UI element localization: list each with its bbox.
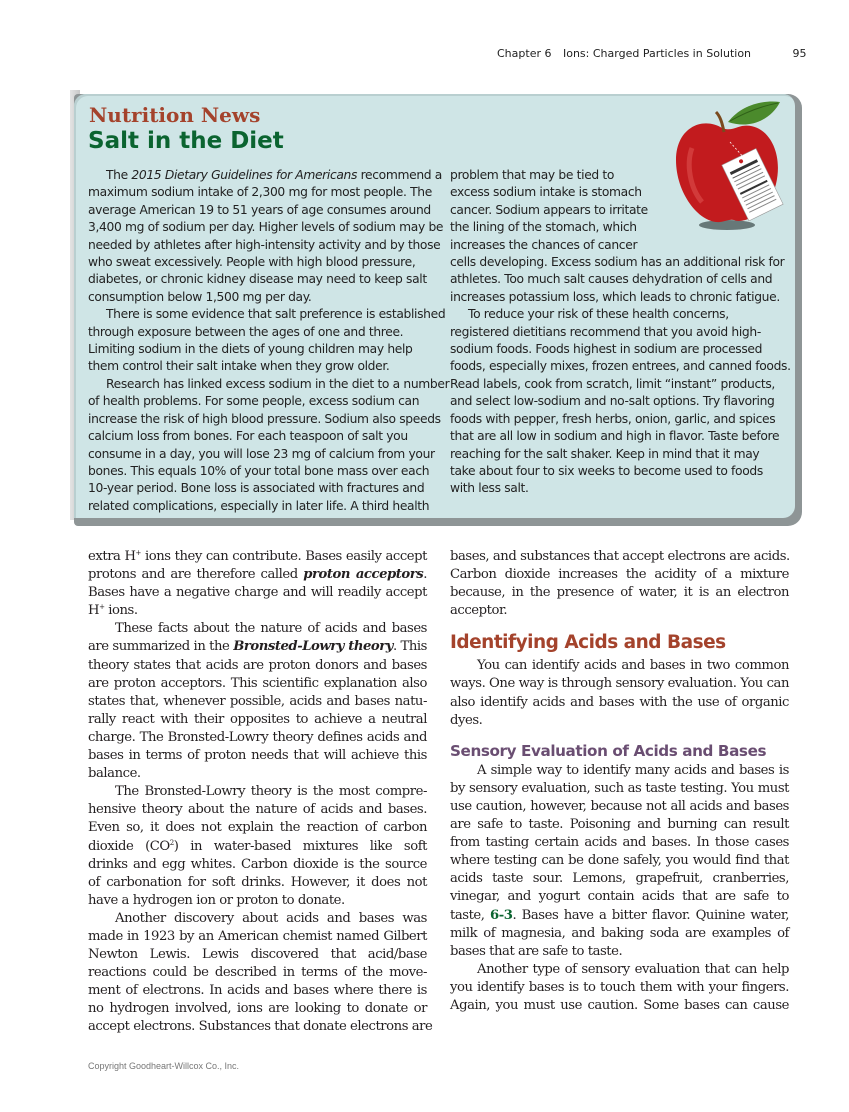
sidebar-line: take about four to six weeks to become used to foods [450, 463, 763, 478]
body-line: are summarized in the Bronsted-Lowry theory. This [88, 639, 427, 655]
sidebar-line: There is some evidence that salt preference is established [106, 307, 446, 322]
body-line: A simple way to identify many acids and bases is [477, 762, 789, 778]
chapter-label: Chapter 6 [497, 47, 552, 60]
body-line: protons and are therefore called proton acceptors. [88, 567, 427, 583]
sidebar-line: maximum sodium intake of 2,300 mg for most people. The [88, 185, 432, 200]
sidebar-line: that are all low in sodium and high in flavor. Taste before [450, 429, 780, 444]
body-line: Even so, it does not explain the reaction of carbon [88, 820, 427, 836]
body-line: states that, whenever possible, acids and bases natu- [88, 693, 427, 709]
sidebar-title: Salt in the Diet [88, 128, 284, 154]
body-line: vinegar, and yogurt contain acids that are safe to [450, 889, 789, 905]
body-column-right [450, 548, 789, 1015]
body-line: hensive theory about the nature of acids and bases. [88, 802, 427, 818]
sidebar-line: problem that may be tied to [450, 168, 615, 182]
body-line: Carbon dioxide increases the acidity of a mixture [450, 567, 789, 583]
sidebar-line: them control their salt intake when they grow older. [88, 359, 390, 374]
body-line: bases, and substances that accept electrons are acids. [450, 549, 790, 564]
body-line: because, in the presence of water, it is an electron [450, 585, 789, 601]
sidebar-line: foods, especially mixes, frozen entrees, and canned foods. [450, 359, 791, 374]
sidebar-line: and select low-sodium and no-salt options. Try flavoring [450, 394, 775, 409]
body-line: The Bronsted-Lowry theory is the most compre- [115, 784, 427, 800]
chapter-title: Ions: Charged Particles in Solution [562, 47, 752, 60]
body-line: ways. One way is through sensory evaluation. You can [450, 676, 789, 692]
body-line: made in 1923 by an American chemist named Gilbert [88, 928, 427, 944]
body-line: H+ ions. [88, 603, 138, 619]
section-heading-identifying: Identifying Acids and Bases [450, 632, 726, 654]
sidebar-line: who sweat excessively. People with high blood pressure, [88, 255, 416, 270]
body-line: theory states that acids are proton donors and bases [88, 657, 427, 673]
sidebar-line: excess sodium intake is stomach [450, 185, 642, 200]
sidebar-line: related complications, especially in later life. A third health [88, 498, 430, 513]
sidebar-line: through exposure between the ages of one and three. [88, 324, 404, 339]
body-line: use caution, however, because not all acids and bases [450, 798, 789, 814]
sidebar-column-right [450, 167, 790, 498]
key-term: Bronsted-Lowry theory [233, 639, 393, 655]
sidebar-line: the lining of the stomach, which [450, 220, 637, 235]
sidebar-line: cells developing. Excess sodium has an additional risk for [450, 255, 785, 270]
body-line: no hydrogen involved, ions are looking to donate or [88, 1001, 427, 1017]
body-line: Another discovery about acids and bases was [115, 910, 427, 926]
body-line: You can identify acids and bases in two common [477, 658, 789, 674]
sidebar-line: calcium loss from bones. For each teaspoon of salt you [88, 429, 408, 444]
body-line: are safe to taste. Poisoning and burning can result [450, 817, 789, 833]
sidebar-line: To reduce your risk of these health concerns, [468, 307, 729, 322]
body-line: extra H+ ions they can contribute. Bases easily accept [88, 549, 427, 564]
page-number: 95 [792, 47, 807, 60]
body-line: Newton Lewis. Lewis discovered that acid/base [88, 947, 427, 963]
sidebar-column-left [88, 167, 450, 515]
body-line: accept electrons. Substances that donate electrons are [88, 1019, 433, 1035]
sidebar-line: increases potassium loss, which leads to chronic fatigue. [450, 289, 780, 304]
body-line: also identify acids and bases with the use of organic [450, 694, 789, 710]
sidebar-line: The 2015 Dietary Guidelines for Americans recommend a [106, 168, 442, 182]
body-line: have a hydrogen ion or proton to donate. [88, 892, 345, 908]
body-line: where testing can be done safely, you would find that [450, 853, 789, 869]
body-line: rally react with their opposites to achieve a neutral [88, 711, 427, 727]
body-line: taste, 6-3. Bases have a bitter flavor. Quinine water, [450, 907, 789, 923]
sidebar-line: Research has linked excess sodium in the diet to a number [106, 376, 450, 391]
sidebar-line: 3,400 mg of sodium per day. Higher levels of sodium may be [88, 220, 444, 235]
figure-reference-link[interactable]: 6-3 [489, 907, 513, 923]
sidebar-line: Limiting sodium in the diets of young children may help [88, 342, 413, 357]
sidebar-line: consumption below 1,500 mg per day. [88, 289, 312, 304]
sidebar-line: increase the risk of high blood pressure. Sodium also speeds [88, 411, 441, 426]
copyright-footer: Copyright Goodheart-Willcox Co., Inc. [88, 1061, 240, 1071]
body-line: of carbonation for soft drinks. However, it does not [88, 874, 427, 890]
key-term: proton acceptors [303, 567, 424, 583]
body-column-left [88, 548, 433, 1037]
sidebar-line: Read labels, cook from scratch, limit “instant” products, [450, 376, 775, 391]
sidebar-line: 10-year period. Bone loss is associated with fractures and [88, 481, 425, 496]
body-line: Bases have a negative charge and will readily accept [88, 585, 427, 601]
sidebar-line: with less salt. [450, 481, 529, 496]
body-line: dioxide $(CO^2)$ in water-based mixtures like soft [88, 838, 427, 854]
sidebar-line: increases the chances of cancer [450, 237, 638, 252]
body-line: charge. The Bronsted-Lowry theory defines acids and [88, 729, 427, 745]
body-line: are proton acceptors. This scientific explanation also [88, 675, 427, 691]
body-line: bases in terms of proton needs that will achieve this [88, 748, 427, 764]
sidebar-line: foods with pepper, fresh herbs, onion, garlic, and spices [450, 411, 776, 426]
sidebar-line: consume in a day, you will lose 23 mg of calcium from your [88, 446, 435, 461]
sidebar-kicker: Nutrition News [89, 103, 261, 127]
body-line: you identify bases is to touch them with your fingers. [450, 979, 789, 995]
sidebar-line: bones. This equals 10% of your total bone mass over each [88, 463, 430, 478]
body-line: Again, you must use caution. Some bases can cause [450, 997, 789, 1013]
body-line: by sensory evaluation, such as taste testing. You must [450, 780, 789, 796]
sidebar-line: average American 19 to 51 years of age consumes around [88, 202, 431, 217]
subsection-heading-sensory: Sensory Evaluation of Acids and Bases [450, 741, 767, 760]
body-line: from tasting certain acids and bases. In those cases [450, 835, 789, 851]
sidebar-line: athletes. Too much salt causes dehydration of cells and [450, 272, 773, 287]
body-line: balance. [88, 766, 141, 782]
body-line: bases that are safe to taste. [450, 943, 623, 959]
body-line: ment of electrons. In acids and bases where there is [88, 983, 427, 999]
body-line: Another type of sensory evaluation that can help [477, 961, 789, 977]
body-line: reactions could be described in terms of the move- [88, 965, 427, 981]
body-line: acids taste sour. Lemons, grapefruit, cranberries, [450, 871, 789, 887]
body-line: acceptor. [450, 603, 508, 619]
sidebar-line: diabetes, or chronic kidney disease may need to keep salt [88, 272, 427, 287]
body-line: These facts about the nature of acids and bases [115, 621, 427, 637]
sidebar-line: reaching for the salt shaker. Keep in mind that it may [450, 446, 760, 461]
sidebar-line: of health problems. For some people, excess sodium can [88, 394, 420, 409]
sidebar-line: cancer. Sodium appears to irritate [450, 202, 648, 217]
body-line: drinks and egg whites. Carbon dioxide is the source [88, 856, 427, 872]
sidebar-line: registered dietitians recommend that you avoid high- [450, 324, 761, 339]
sidebar-line: needed by athletes after high-intensity activity and by those [88, 237, 441, 252]
running-head [497, 47, 807, 60]
body-line: dyes. [450, 712, 483, 728]
sidebar-line: sodium foods. Foods highest in sodium are processed [450, 342, 763, 357]
body-line: milk of magnesia, and baking soda are examples of [450, 925, 789, 941]
